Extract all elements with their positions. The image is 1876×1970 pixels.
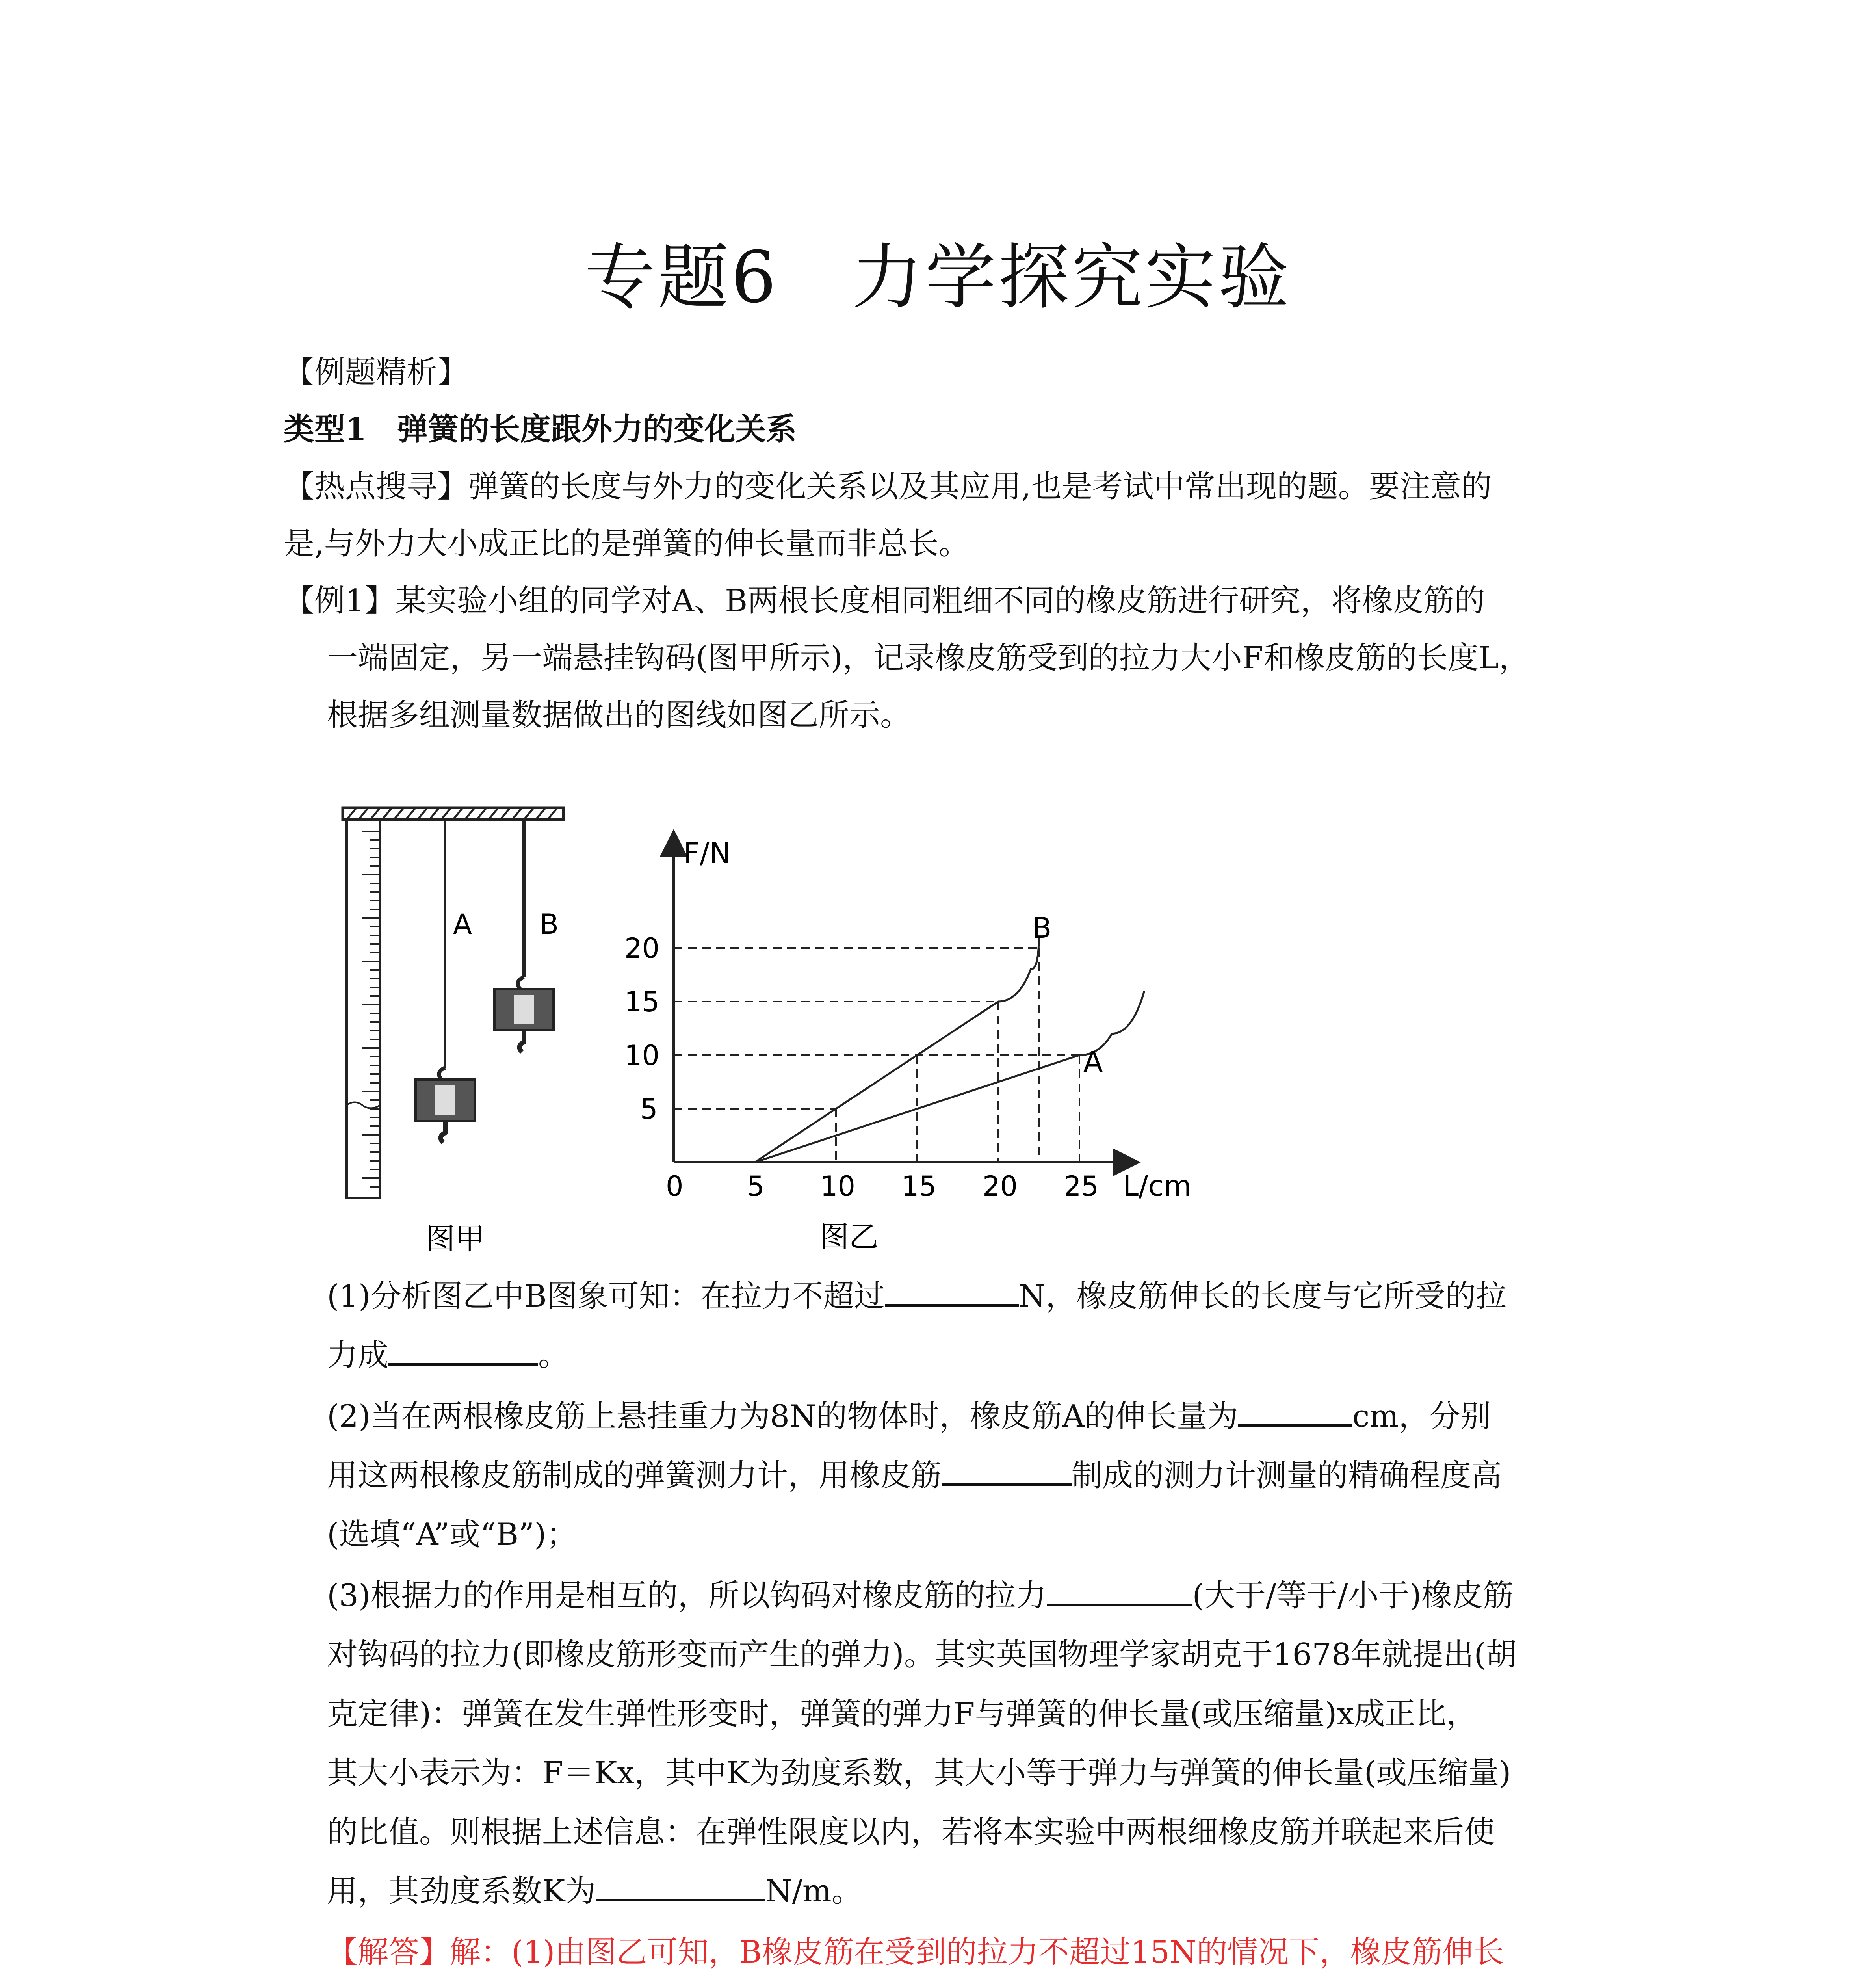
figure-apparatus [335, 800, 591, 1273]
q1-blank-1[interactable] [885, 1304, 1019, 1307]
guide-lines [674, 948, 1079, 1162]
q2-text-d: 制成的测力计测量的精确程度高 [1072, 1458, 1502, 1493]
section-header: 【例题精析】 [284, 355, 468, 390]
q1-text-b: N，橡皮筋伸长的长度与它所受的拉 [1018, 1279, 1507, 1314]
example-line-1: 【例1】某实验小组的同学对A、B两根长度相同粗细不同的橡皮筋进行研究，将橡皮筋的 [284, 583, 1485, 619]
question-3-line-4: 其大小表示为：F＝Kx，其中K为劲度系数，其大小等于弹力与弹簧的伸长量(或压缩量) [327, 1755, 1511, 1791]
question-2-line-1 [327, 1397, 1491, 1436]
x-tick-label: 0 [666, 1170, 684, 1202]
x-tick-label: 10 [820, 1170, 856, 1202]
q2-text-a: (2)当在两根橡皮筋上悬挂重力为8N的物体时，橡皮筋A的伸长量为 [327, 1399, 1238, 1434]
y-tick-label: 10 [624, 1039, 660, 1072]
question-3-line-2: 对钩码的拉力(即橡皮筋形变而产生的弹力)。其实英国物理学家胡克于1678年就提出(胡 [327, 1637, 1517, 1673]
series-line-b [755, 937, 1039, 1162]
question-1-line-1 [327, 1277, 1506, 1316]
y-tick-label: 5 [640, 1093, 658, 1125]
q3-text-a: (3)根据力的作用是相互的，所以钩码对橡皮筋的拉力 [327, 1578, 1047, 1613]
ruler [347, 820, 380, 1198]
q1-text-d: 。 [538, 1338, 569, 1373]
hook-b-bottom [520, 1030, 524, 1052]
label-a: A [453, 908, 472, 940]
hotspot-line-2: 是,与外力大小成正比的是弹簧的伸长量而非总长。 [284, 526, 970, 561]
weight-a-highlight [435, 1085, 455, 1115]
q2-text-c: 用这两根橡皮筋制成的弹簧测力计，用橡皮筋 [327, 1458, 942, 1493]
question-2-line-3: (选填“A”或“B”)； [327, 1517, 577, 1552]
series-a-label: A [1083, 1045, 1103, 1078]
example-line-3: 根据多组测量数据做出的图线如图乙所示。 [327, 697, 911, 733]
y-tick-label: 15 [624, 986, 660, 1018]
answer-line-1 [327, 1933, 1504, 1970]
ceiling-hatch [347, 808, 557, 820]
q3-text-b: (大于/等于/小于)橡皮筋 [1192, 1578, 1514, 1613]
series-b-label: B [1032, 911, 1052, 944]
hook-b [518, 977, 524, 989]
question-1-line-2 [327, 1336, 569, 1375]
weight-b-highlight [514, 995, 534, 1024]
q3-blank-1[interactable] [1047, 1604, 1192, 1606]
q2-text-b: cm，分别 [1352, 1399, 1491, 1434]
q2-blank-1[interactable] [1238, 1424, 1352, 1427]
chart-f-vs-l [599, 820, 1249, 1265]
hook-a [439, 1068, 445, 1080]
caption-right: 图乙 [819, 1219, 879, 1254]
q1-blank-2[interactable] [388, 1363, 538, 1366]
q1-text-a: (1)分析图乙中B图象可知：在拉力不超过 [327, 1279, 885, 1314]
q1-text-c: 力成 [327, 1338, 389, 1373]
y-axis-label: F/N [684, 836, 731, 870]
x-tick-label: 5 [747, 1170, 765, 1202]
q3-text-g: 用，其劲度系数K为 [327, 1873, 596, 1909]
question-3-line-6 [327, 1872, 862, 1911]
question-3-line-1 [327, 1576, 1514, 1615]
label-b: B [540, 908, 559, 940]
y-tick-label: 20 [624, 932, 660, 965]
hook-a-bottom [441, 1121, 445, 1143]
example-line-2: 一端固定，另一端悬挂钩码(图甲所示)，记录橡皮筋受到的拉力大小F和橡皮筋的长度L， [327, 640, 1530, 676]
answer-tag: 【解答】 [327, 1935, 450, 1970]
question-2-line-2 [327, 1456, 1502, 1495]
q3-text-h: N/m。 [765, 1873, 862, 1909]
question-3-line-3: 克定律)：弹簧在发生弹性形变时，弹簧的弹力F与弹簧的伸长量(或压缩量)x成正比， [327, 1696, 1477, 1732]
page-title: 专题6 力学探究实验 [584, 236, 1292, 319]
x-tick-label: 20 [983, 1170, 1018, 1202]
q3-blank-2[interactable] [596, 1899, 765, 1901]
x-axis-label: L/cm [1123, 1169, 1192, 1202]
caption-left: 图甲 [425, 1221, 485, 1256]
type-heading: 类型1 弹簧的长度跟外力的变化关系 [284, 411, 797, 447]
question-3-line-5: 的比值。则根据上述信息：在弹性限度以内，若将本实验中两根细橡皮筋并联起来后使 [327, 1814, 1495, 1850]
hotspot-line-1: 【热点搜寻】弹簧的长度与外力的变化关系以及其应用,也是考试中常出现的题。要注意的 [284, 469, 1492, 504]
answer-text-1: 解：(1)由图乙可知，B橡皮筋在受到的拉力不超过15N的情况下，橡皮筋伸长 [450, 1935, 1504, 1970]
q2-blank-2[interactable] [942, 1483, 1072, 1486]
x-tick-label: 15 [901, 1170, 937, 1202]
x-tick-label: 25 [1064, 1170, 1099, 1202]
